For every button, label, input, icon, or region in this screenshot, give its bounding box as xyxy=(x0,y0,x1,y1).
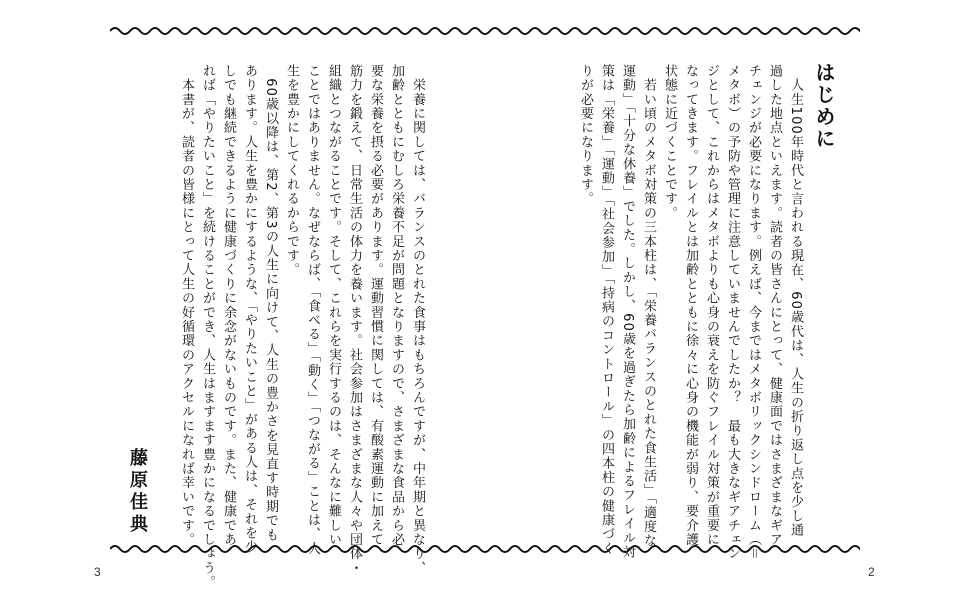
text-line: 加齢とともにむしろ栄養不足が問題となりますので、さまざまな食品から必 xyxy=(389,64,404,547)
text-line: ジとして、これからはメタボよりも心身の衰えを防ぐフレイル対策が重要に xyxy=(704,64,719,547)
text-line: 栄養に関しては、バランスのとれた食事はもちろんですが、中年期と異なり、 xyxy=(410,64,425,576)
wavy-divider-top xyxy=(110,24,860,38)
page-number-left: 3 xyxy=(94,565,101,579)
text-line: 状態に近づくことです。 xyxy=(662,64,677,221)
text-line: 策は「栄養」「運動」「社会参加」「持病のコントロール」の四本柱の健康づく xyxy=(599,64,614,556)
text-line: 筋力を鍛えて、日常生活の体力を養います。社会参加はさまざまな人々や団体・ xyxy=(347,64,362,576)
text-line: あります。人生を豊かにするような、「やりたいこと」がある人は、それを少 xyxy=(242,64,257,555)
text-line: 過した地点といえます。読者の皆さんにとって、健康面ではさまざまなギア xyxy=(767,64,782,547)
text-line: 要な栄養を摂る必要があります。運動習慣に関しては、有酸素運動に加えて xyxy=(368,64,383,547)
text-line: 生を豊かにしてくれるからです。 xyxy=(284,64,299,277)
text-line: 若い頃のメタボ対策の三本柱は、「栄養バランスのとれた食生活」「適度な xyxy=(641,64,656,548)
text-line: チェンジが必要になります。例えば、今まではメタボリックシンドローム（＝ xyxy=(746,64,761,561)
chapter-title: はじめに xyxy=(812,62,836,150)
text-line: りが必要になります。 xyxy=(578,64,593,206)
page-number-right: 2 xyxy=(868,565,875,579)
text-line: ことではありません。なぜならば、「食べる」「動く」「つながる」ことは、人 xyxy=(305,64,320,556)
text-line: 組織とつながることです。そして、これらを実行するのは、そんなに難しい xyxy=(326,64,341,547)
text-line: メタボ）の予防や管理に注意していませんでしたか？ 最も大きなギアチェン xyxy=(725,64,740,561)
text-line: 人生100年時代と言われる現在、60歳代は、人生の折り返し点を少し通 xyxy=(788,64,803,538)
text-line: なってきます。フレイルとは加齢とともに徐々に心身の機能が弱り、要介護 xyxy=(683,64,698,547)
author-name: 藤原佳典 xyxy=(127,448,148,536)
text-line: 運動」「十分な休養」でした。しかし、60歳を過ぎたら加齢によるフレイル対 xyxy=(620,64,635,560)
text-line: 本書が、読者の皆様にとって人生の好循環のアクセルになれば幸いです。 xyxy=(179,64,194,547)
text-line: れば「やりたいこと」を続けることができ、人生はますます豊かになるでしょう。 xyxy=(200,64,215,590)
text-line: しでも継続できるように健康づくりに余念がないものです。また、健康であ xyxy=(221,64,236,547)
text-line: 60歳以降は、第2、第3の人生に向けて、人生の豊かさを見直す時期でも xyxy=(263,64,278,543)
